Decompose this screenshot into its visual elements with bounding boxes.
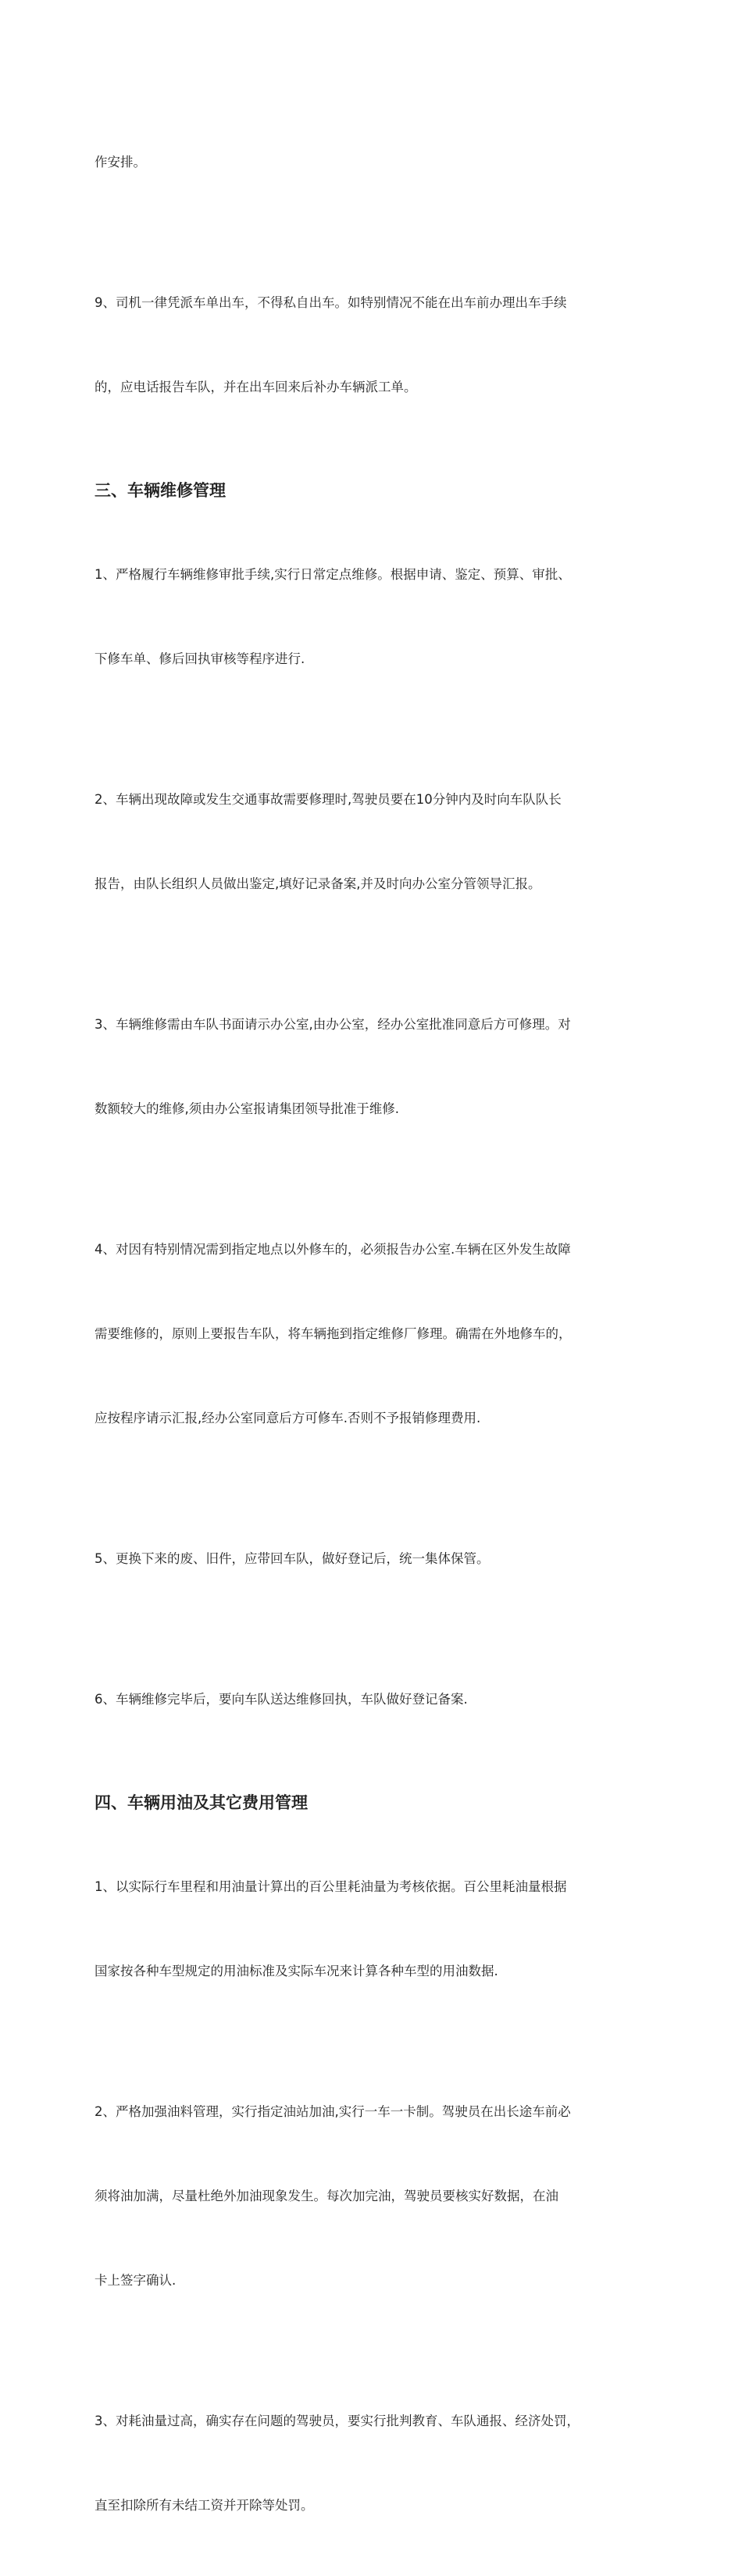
paragraph-maintenance-1 [95, 505, 657, 730]
text-line: 数额较大的维修,须由办公室报请集团领导批准于维修. [95, 1101, 399, 1116]
paragraph-fuel-2 [95, 2042, 657, 2351]
text-line: 9、司机一律凭派车单出车，不得私自出车。如特别情况不能在出车前办理出车手续 [95, 295, 567, 310]
text-line: 6、车辆维修完毕后，要向车队送达维修回执，车队做好登记备案. [95, 1692, 468, 1707]
text-line: 须将油加满，尽量杜绝外加油现象发生。每次加完油，驾驶员要核实好数据，在油 [95, 2189, 558, 2203]
text-line: 直至扣除所有未结工资并开除等处罚。 [95, 2498, 314, 2513]
section-heading-maintenance: 三、车辆维修管理 [95, 481, 226, 500]
text-line: 的，应电话报告车队，并在出车回来后补办车辆派工单。 [95, 380, 417, 394]
text-line: 5、更换下来的废、旧件，应带回车队，做好登记后，统一集体保管。 [95, 1551, 490, 1566]
section-spacer [95, 1770, 657, 1789]
text-line: 国家按各种车型规定的用油标准及实际车况来计算各种车型的用油数据. [95, 1964, 498, 1978]
text-line: 作安排。 [95, 155, 146, 169]
text-line: 2、严格加强油料管理，实行指定油站加油,实行一车一卡制。驾驶员在出长途车前必 [95, 2104, 571, 2119]
text-line: 3、车辆维修需由车队书面请示办公室,由办公室，经办公室批准同意后方可修理。对 [95, 1017, 571, 1032]
text-line: 1、严格履行车辆维修审批手续,实行日常定点维修。根据申请、鉴定、预算、审批、 [95, 567, 571, 582]
paragraph-maintenance-3 [95, 954, 657, 1179]
text-line: 3、对耗油量过高，确实存在问题的驾驶员，要实行批判教育、车队通报、经济处罚， [95, 2414, 580, 2428]
paragraph-maintenance-4 [95, 1179, 657, 1489]
paragraph-maintenance-6 [95, 1629, 657, 1770]
section-spacer [95, 458, 657, 476]
text-line: 需要维修的，原则上要报告车队，将车辆拖到指定维修厂修理。确需在外地修车的， [95, 1326, 572, 1341]
text-line: 2、车辆出现故障或发生交通事故需要修理时,驾驶员要在10分钟内及时向车队队长 [95, 792, 562, 807]
text-line: 报告，由队长组织人员做出鉴定,填好记录备案,并及时向办公室分管领导汇报。 [95, 876, 541, 891]
text-line: 下修车单、修后回执审核等程序进行. [95, 651, 305, 666]
text-line: 应按程序请示汇报,经办公室同意后方可修车.否则不予报销修理费用. [95, 1411, 481, 1425]
paragraph-maintenance-2 [95, 730, 657, 954]
paragraph-fuel-3 [95, 2351, 657, 2576]
paragraph-maintenance-5 [95, 1489, 657, 1629]
paragraph-item-9 [95, 233, 657, 458]
section-heading-fuel: 四、车辆用油及其它费用管理 [95, 1793, 308, 1812]
paragraph-fuel-1 [95, 1817, 657, 2042]
text-line: 卡上签字确认. [95, 2273, 177, 2288]
paragraph-continuation [95, 92, 657, 233]
document-body [95, 92, 657, 2576]
text-line: 4、对因有特别情况需到指定地点以外修车的，必须报告办公室.车辆在区外发生故障 [95, 1242, 571, 1257]
text-line: 1、以实际行车里程和用油量计算出的百公里耗油量为考核依据。百公里耗油量根据 [95, 1879, 567, 1894]
